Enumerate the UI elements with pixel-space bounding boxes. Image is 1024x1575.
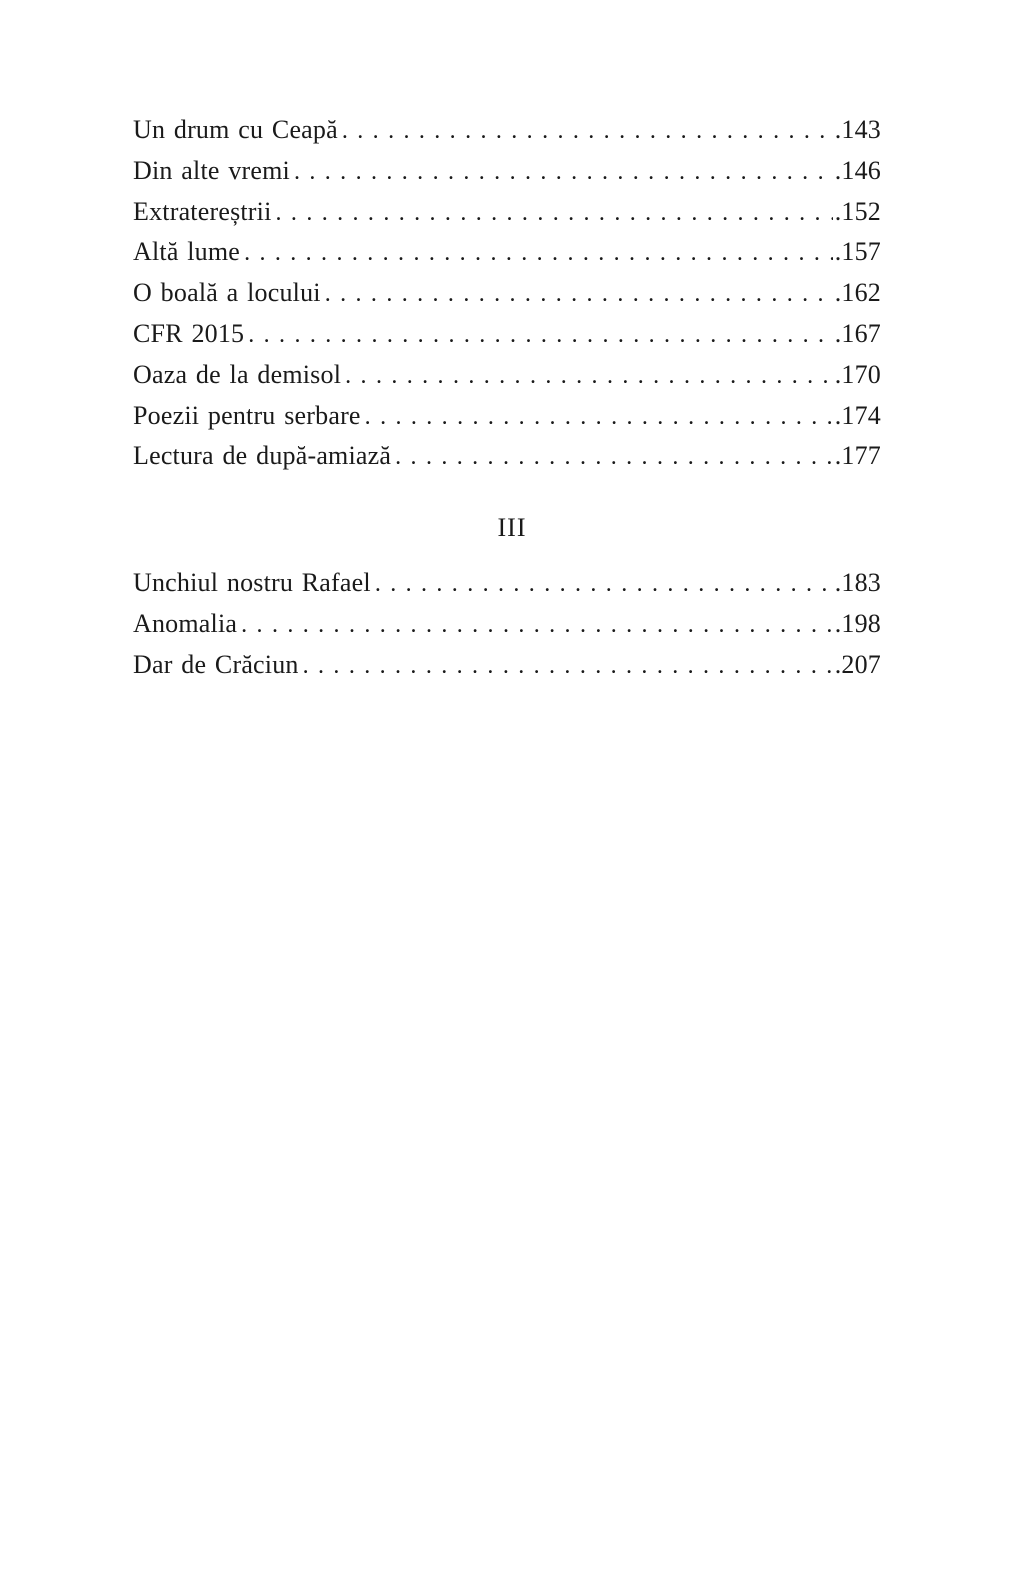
dot-leader [325,274,833,315]
dot-leader [241,605,833,646]
toc-entry-title: Altă lume [133,237,241,267]
table-of-contents-part-2 [133,110,881,477]
toc-entry [133,232,881,273]
section-heading: III [497,513,527,542]
toc-entry [133,192,881,233]
dot-leader [276,193,833,234]
toc-entry-title: Din alte vremi [133,155,290,185]
toc-entry-title: Poezii pentru serbare [133,400,361,430]
toc-entry-page: .152 [834,196,881,226]
dot-leader [365,397,833,438]
toc-entry-page: .146 [834,155,881,185]
toc-entry [133,645,881,686]
dot-leader [342,111,833,152]
toc-entry [133,314,881,355]
toc-entry-title: CFR 2015 [133,318,245,348]
dot-leader [395,437,833,478]
toc-entry-page: .143 [834,115,881,144]
toc-entry-page: .174 [834,400,881,430]
toc-entry-page: .157 [834,237,881,267]
toc-entry-page: .177 [834,441,881,471]
dot-leader [294,152,833,193]
toc-entry-page: .162 [834,278,881,308]
toc-entry-title: Unchiul nostru Rafael [133,568,371,597]
toc-entry-title: O boală a locului [133,278,321,308]
toc-entry-page: .198 [834,608,881,638]
toc-entry-title: Anomalia [133,608,238,638]
toc-entry [133,436,881,477]
dot-leader [345,356,833,397]
toc-entry [133,151,881,192]
toc-entry-page: .207 [834,649,881,679]
toc-entry-title: Extratereștrii [133,196,272,226]
toc-entry-page: .170 [834,359,881,389]
toc-entry [133,396,881,437]
toc-entry-title: Dar de Crăciun [133,649,299,679]
toc-entry [133,110,881,151]
dot-leader [375,564,833,605]
table-of-contents-part-3 [133,563,881,685]
toc-entry [133,563,881,604]
toc-entry [133,355,881,396]
dot-leader [244,233,833,274]
toc-entry-title: Oaza de la demisol [133,359,342,389]
dot-leader [303,646,833,687]
dot-leader [248,315,832,356]
toc-entry-title: Un drum cu Ceapă [133,115,338,144]
toc-entry-page: .167 [834,318,881,348]
toc-entry-title: Lectura de după-amiază [133,441,392,471]
toc-entry [133,273,881,314]
toc-entry-page: .183 [834,568,881,597]
toc-entry [133,604,881,645]
